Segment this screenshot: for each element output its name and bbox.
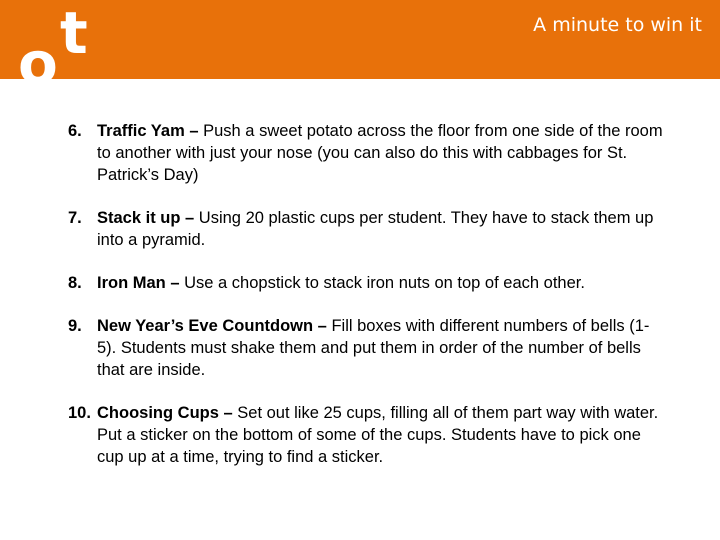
item-description: Use a chopstick to stack iron nuts on top of each other. <box>184 274 585 292</box>
list-item <box>68 207 668 251</box>
item-body <box>97 402 668 468</box>
item-description: Fill boxes with different numbers of bells (1-5). Students must shake them and put them in order of the number of bells that are inside. <box>97 317 650 379</box>
activity-list <box>68 120 668 489</box>
item-name: Choosing Cups – <box>97 404 233 422</box>
item-body <box>97 272 668 294</box>
item-number: 8. <box>68 274 82 292</box>
item-description: Push a sweet potato across the floor from one side of the room to another with just your nose (you can also do this with cabbages for St. Patrick’s Day) <box>97 122 663 184</box>
list-item <box>68 315 668 381</box>
item-body <box>97 315 668 381</box>
slide-title: A minute to win it <box>533 14 702 36</box>
item-name: New Year’s Eve Countdown – <box>97 317 327 335</box>
item-name: Iron Man – <box>97 274 180 292</box>
item-name: Stack it up – <box>97 209 195 227</box>
list-item <box>68 272 668 294</box>
item-description: Using 20 plastic cups per student. They have to stack them up into a pyramid. <box>97 209 654 249</box>
logo-letter-t: t <box>60 0 86 67</box>
header-bar <box>0 0 720 97</box>
item-body <box>97 120 668 186</box>
item-number: 7. <box>68 209 82 227</box>
item-number: 9. <box>68 317 82 335</box>
logo-letter-o: o <box>18 29 56 97</box>
item-number: 10. <box>68 404 91 422</box>
list-item <box>68 402 668 468</box>
list-item <box>68 120 668 186</box>
item-body <box>97 207 668 251</box>
item-number: 6. <box>68 122 82 140</box>
item-name: Traffic Yam – <box>97 122 199 140</box>
item-description: Set out like 25 cups, filling all of them part way with water. Put a sticker on the bottom of some of the cups. Students have to pick one cup up at a time, trying to find a sticker. <box>97 404 659 466</box>
